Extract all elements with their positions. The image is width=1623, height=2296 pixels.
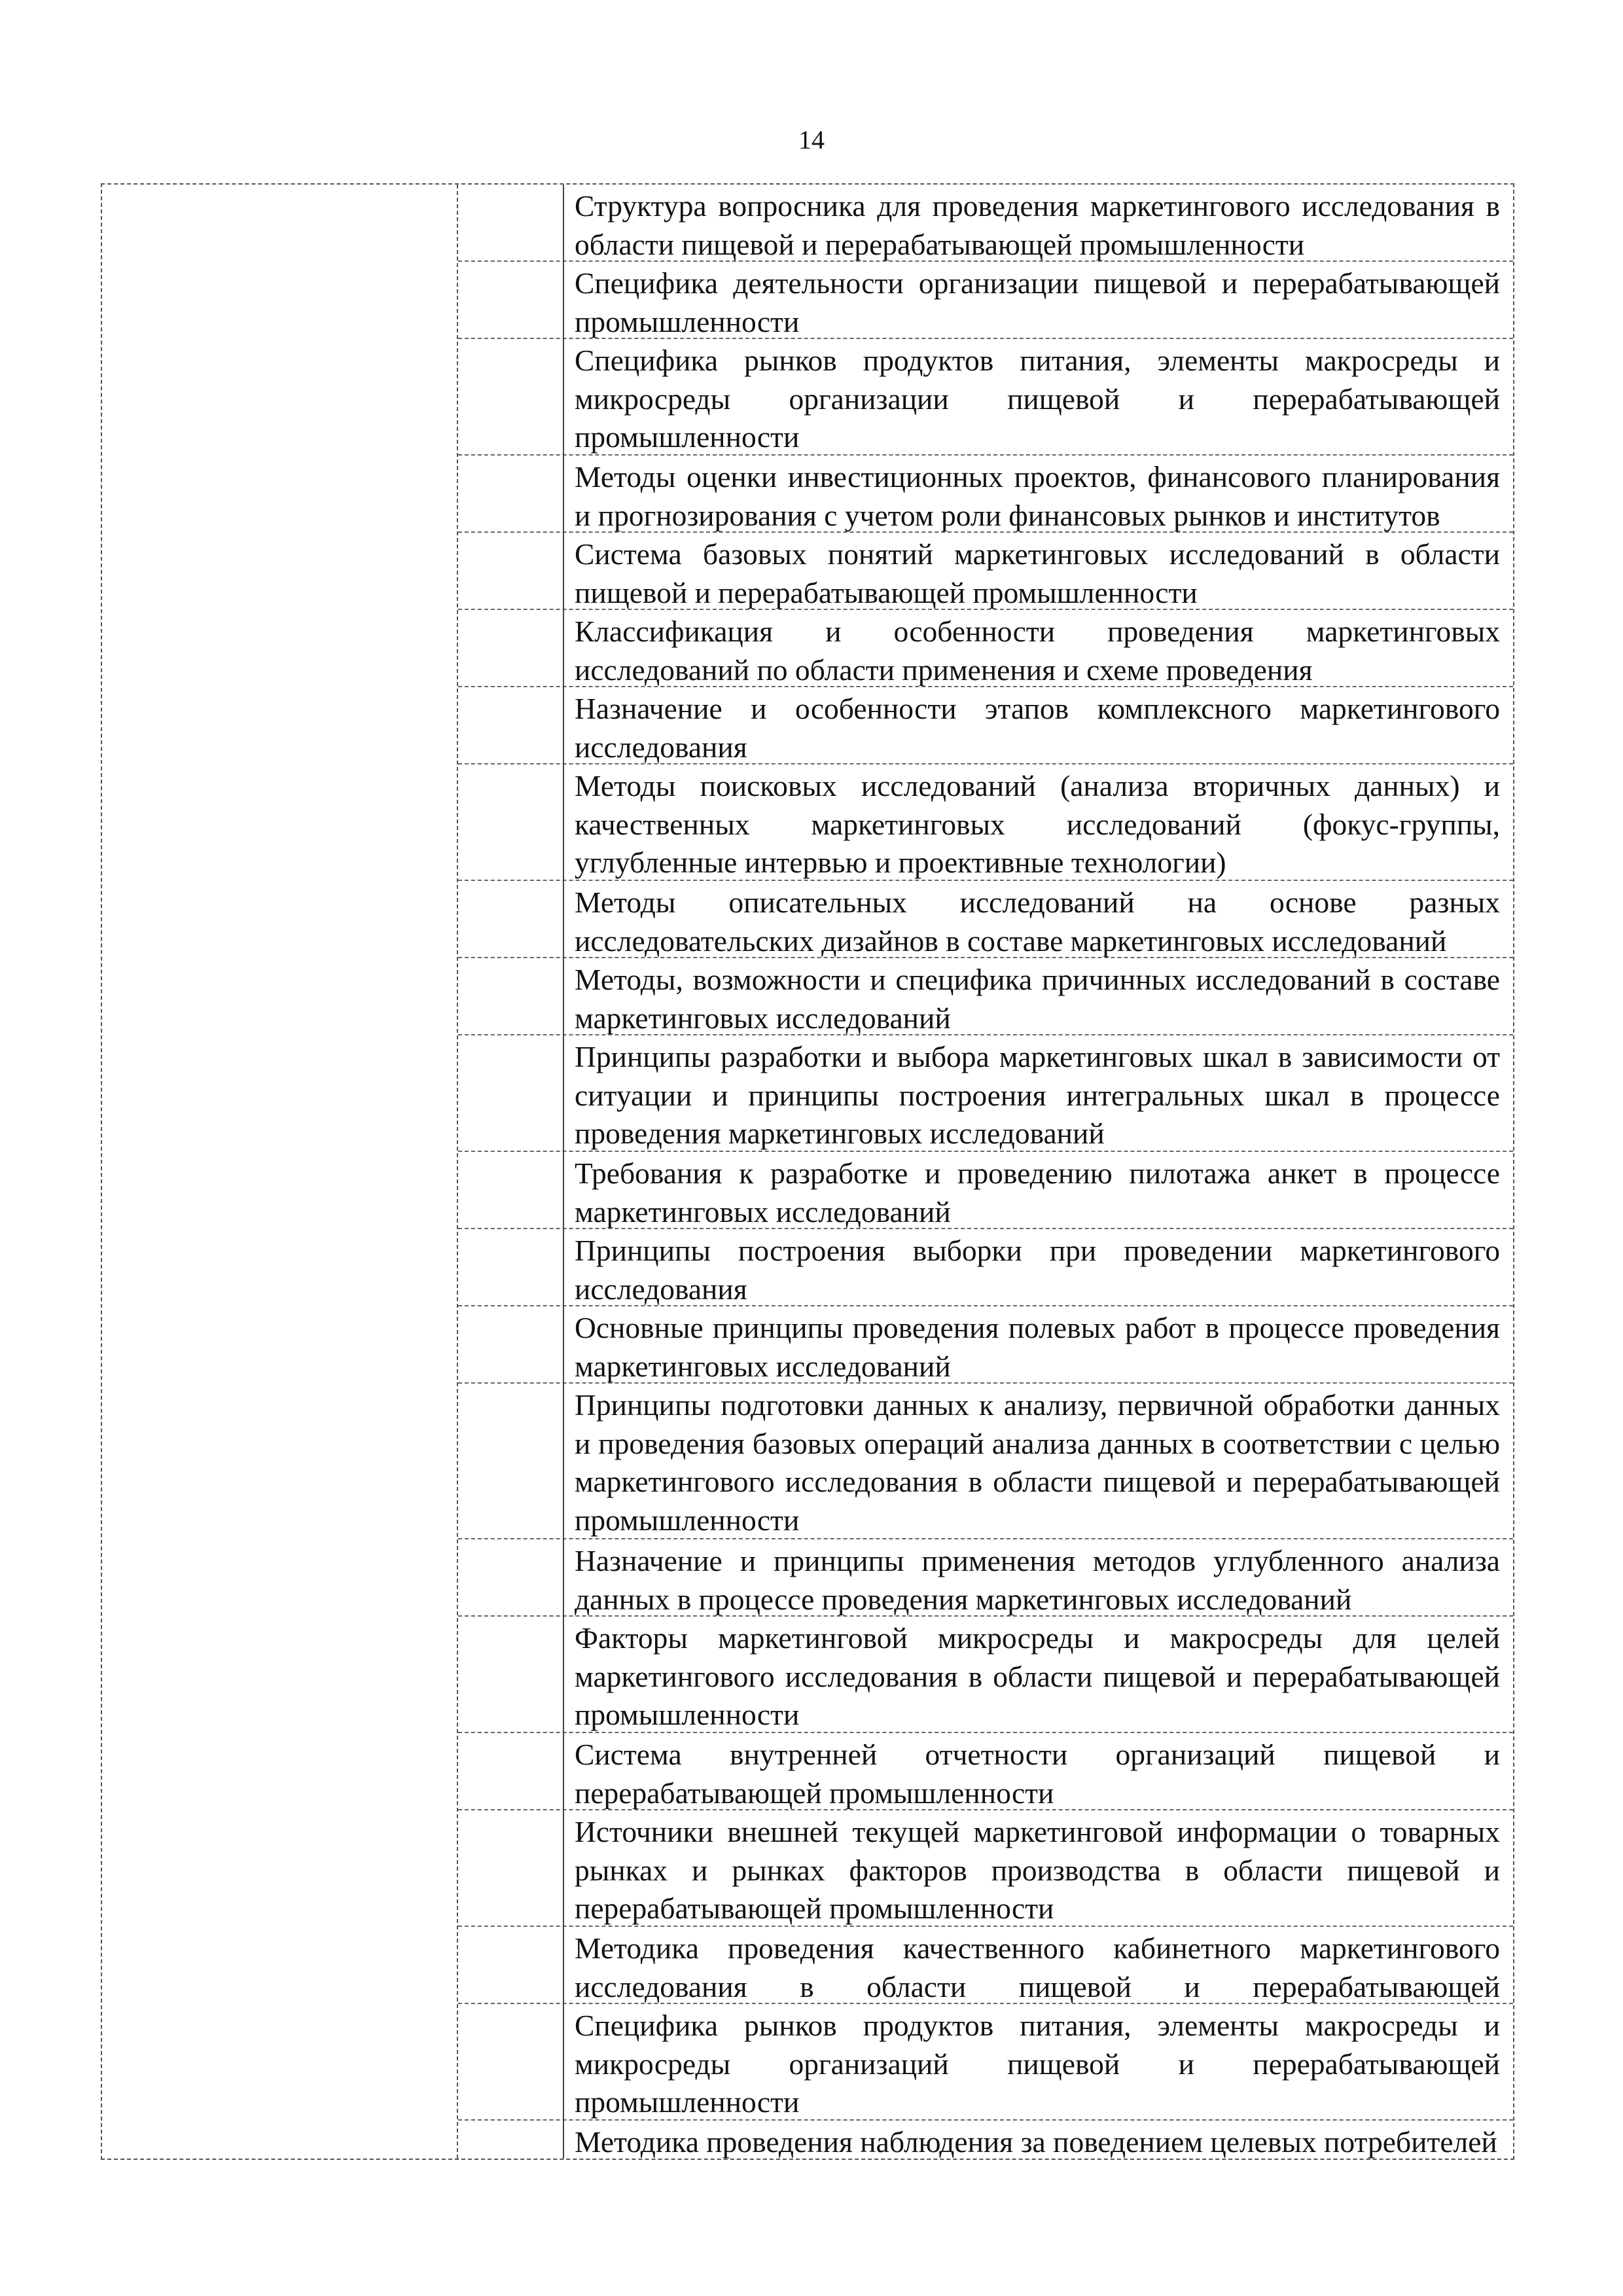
table-row <box>458 1306 1513 1384</box>
table-row <box>458 764 1513 881</box>
table-row <box>458 881 1513 958</box>
row-text: Источники внешней текущей маркетинговой информации о товарных рынках и рынках факторов производства в области пищевой и перерабатывающей промышленности <box>575 1815 1500 1925</box>
table-row <box>458 2004 1513 2121</box>
table-right-column <box>458 185 1513 2159</box>
row-text: Система базовых понятий маркетинговых исследований в области пищевой и перерабатывающей промышленности <box>575 537 1500 609</box>
table-row <box>458 533 1513 610</box>
row-text: Методика проведения качественного кабинетного маркетингового исследования в области пищевой и перерабатывающей <box>575 1931 1500 2003</box>
row-text: Принципы построения выборки при проведении маркетингового исследования <box>575 1234 1500 1306</box>
table-row <box>458 958 1513 1035</box>
table-row <box>458 339 1513 456</box>
table-row <box>458 610 1513 687</box>
table-left-column <box>102 185 458 2159</box>
row-text: Специфика деятельности организации пищевой и перерабатывающей промышленности <box>575 266 1500 338</box>
table-row <box>458 1810 1513 1927</box>
row-text: Назначение и принципы применения методов углубленного анализа данных в процессе проведения маркетинговых исследований <box>575 1544 1500 1616</box>
row-text: Специфика рынков продуктов питания, элементы макросреды и микросреды организации пищевой и перерабатывающей промышленности <box>575 344 1500 454</box>
table-row <box>458 185 1513 262</box>
table-row <box>458 1035 1513 1152</box>
table-row <box>458 1617 1513 1733</box>
row-text: Принципы подготовки данных к анализу, первичной обработки данных и проведения базовых операций анализа данных в соответствии с целью маркетингового исследования в области пищевой и перерабатывающей промышленности <box>575 1388 1500 1537</box>
table-row <box>458 2121 1513 2159</box>
row-text: Классификация и особенности проведения маркетинговых исследований по области применения и схеме проведения <box>575 615 1500 687</box>
page-number: 14 <box>798 125 825 154</box>
table-row <box>458 1733 1513 1810</box>
table-row <box>458 1927 1513 2004</box>
table-row <box>458 456 1513 533</box>
table-row <box>458 1229 1513 1306</box>
table-row <box>458 1152 1513 1229</box>
row-text: Основные принципы проведения полевых работ в процессе проведения маркетинговых исследований <box>575 1311 1500 1383</box>
row-text: Методы поисковых исследований (анализа вторичных данных) и качественных маркетинговых исследований (фокус-группы, углубленные интервью и проективные технологии) <box>575 769 1500 879</box>
row-text: Структура вопросника для проведения маркетингового исследования в области пищевой и перерабатывающей промышленности <box>575 189 1500 261</box>
row-text: Методы, возможности и специфика причинных исследований в составе маркетинговых исследований <box>575 963 1500 1035</box>
row-text: Методы описательных исследований на основе разных исследовательских дизайнов в составе маркетинговых исследований <box>575 886 1500 958</box>
table-row <box>458 1539 1513 1617</box>
row-text: Методика проведения наблюдения за поведением целевых потребителей <box>575 2125 1497 2159</box>
row-text: Требования к разработке и проведению пилотажа анкет в процессе маркетинговых исследований <box>575 1157 1500 1229</box>
table-row <box>458 687 1513 764</box>
row-text: Принципы разработки и выбора маркетинговых шкал в зависимости от ситуации и принципы построения интегральных шкал в процессе проведения маркетинговых исследований <box>575 1040 1500 1150</box>
row-text: Система внутренней отчетности организаций пищевой и перерабатывающей промышленности <box>575 1738 1500 1810</box>
row-text: Назначение и особенности этапов комплексного маркетингового исследования <box>575 692 1500 764</box>
row-text: Специфика рынков продуктов питания, элементы макросреды и микросреды организаций пищевой и перерабатывающей промышленности <box>575 2009 1500 2119</box>
table-row <box>458 262 1513 339</box>
row-text: Методы оценки инвестиционных проектов, финансового планирования и прогнозирования с учетом роли финансовых рынков и институтов <box>575 460 1500 532</box>
table-row <box>458 1384 1513 1539</box>
requirements-table <box>101 183 1514 2160</box>
row-text: Факторы маркетинговой микросреды и макросреды для целей маркетингового исследования в области пищевой и перерабатывающей промышленности <box>575 1621 1500 1731</box>
cell-divider-line <box>563 185 564 2159</box>
